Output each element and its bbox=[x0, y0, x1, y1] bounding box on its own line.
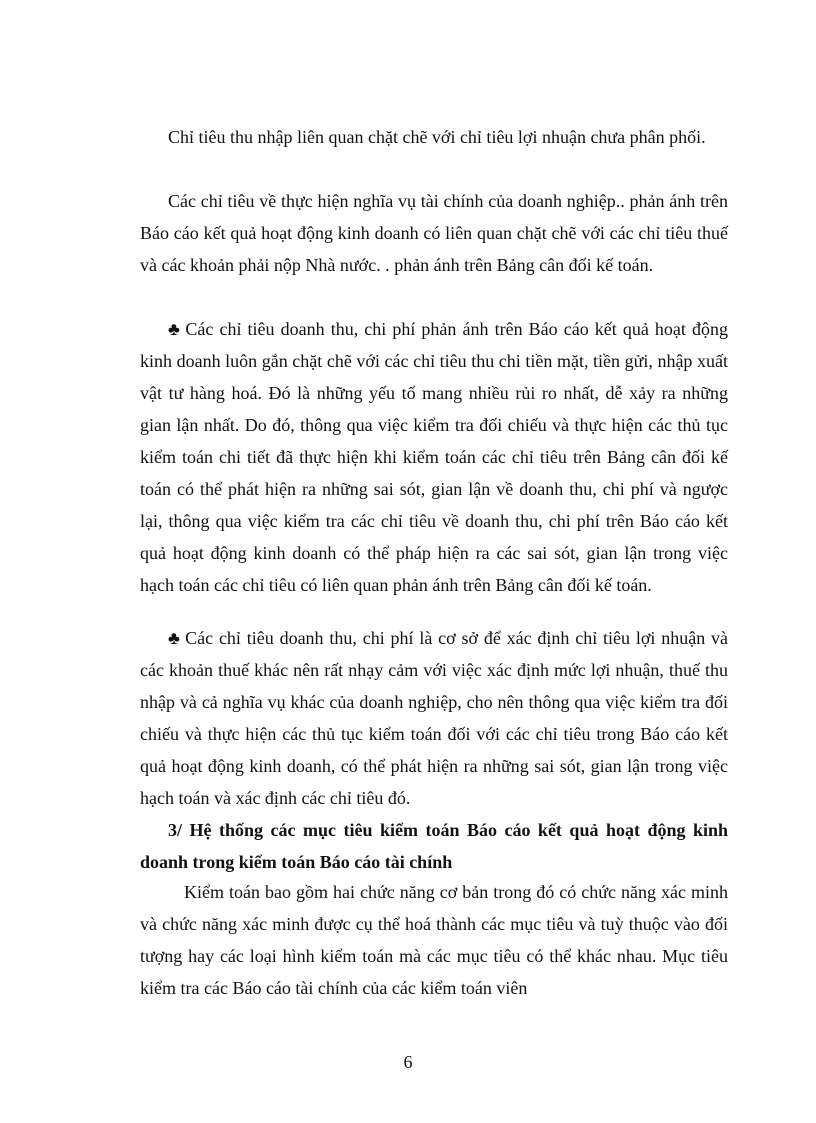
paragraph-income-profit: Chỉ tiêu thu nhập liên quan chặt chẽ với chỉ tiêu lợi nhuận chưa phân phối. bbox=[168, 127, 706, 147]
bullet-paragraph-text: Các chỉ tiêu doanh thu, chi phí phản ánh trên Báo cáo kết quả hoạt động kinh doanh luôn gắn chặt chẽ với các chỉ tiêu thu chi tiền mặt, tiền gửi, nhập xuất vật tư hàng hoá. Đó là những yếu tố mang nhiều rủi ro nhất, dễ xảy ra những gian lận nhất. Do đó, thông qua việc kiểm tra đối chiếu và thực hiện các thủ tục kiểm toán chi tiết đã thực hiện khi kiểm toán các chỉ tiêu trên Bảng cân đối kế toán có thể phát hiện ra những sai sót, gian lận về doanh thu, chi phí và ngược lại, thông qua việc kiểm tra các chỉ tiêu về doanh thu, chi phí trên Báo cáo kết quả hoạt động kinh doanh có thể pháp hiện ra các sai sót, gian lận trong việc hạch toán các chỉ tiêu có liên quan phản ánh trên Bảng cân đối kế toán. bbox=[140, 319, 729, 595]
bullet-paragraph-text: Các chỉ tiêu doanh thu, chi phí là cơ sở để xác định chỉ tiêu lợi nhuận và các khoản thuế khác nên rất nhạy cảm với việc xác định mức lợi nhuận, thuế thu nhập và cả nghĩa vụ khác của doanh nghiệp, cho nên thông qua việc kiểm tra đối chiếu và thực hiện các thủ tục kiểm toán đối với các chỉ tiêu trong Báo cáo kết quả hoạt động kinh doanh, có thể phát hiện ra những sai sót, gian lận trong việc hạch toán và xác định các chỉ tiêu đó. bbox=[140, 628, 729, 808]
club-bullet-icon: ♣ bbox=[168, 628, 182, 648]
bullet-paragraph-revenue-profit bbox=[140, 622, 728, 814]
paragraph-audit-functions: Kiểm toán bao gồm hai chức năng cơ bản trong đó có chức năng xác minh và chức năng xác minh được cụ thể hoá thành các mục tiêu và tuỳ thuộc vào đối tượng hay các loại hình kiểm toán mà các mục tiêu có thể khác nhau. Mục tiêu kiểm tra các Báo cáo tài chính của các kiểm toán viên bbox=[140, 882, 728, 998]
paragraph-financial-obligations: Các chỉ tiêu về thực hiện nghĩa vụ tài chính của doanh nghiệp.. phản ánh trên Báo cáo kết quả hoạt động kinh doanh có liên quan chặt chẽ với các chỉ tiêu thuế và các khoản phải nộp Nhà nước. . phản ánh trên Bảng cân đối kế toán. bbox=[140, 191, 728, 275]
page-number: 6 bbox=[403, 1052, 413, 1072]
section-heading: 3/ Hệ thống các mục tiêu kiểm toán Báo cáo kết quả hoạt động kinh doanh trong kiểm toán Báo cáo tài chính bbox=[140, 820, 728, 872]
bullet-paragraph-revenue-cash bbox=[140, 313, 728, 601]
club-bullet-icon: ♣ bbox=[168, 319, 182, 339]
